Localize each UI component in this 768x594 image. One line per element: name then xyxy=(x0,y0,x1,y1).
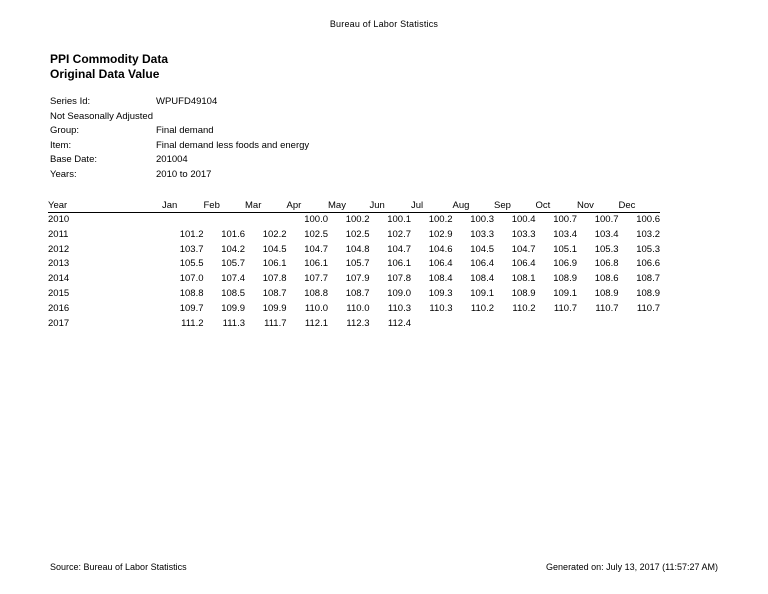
series-id-label: Series Id: xyxy=(50,96,91,107)
years-label: Years: xyxy=(50,168,77,180)
value-cell: 105.1 xyxy=(553,243,577,255)
table-row xyxy=(48,302,660,317)
column-header-sep: Sep xyxy=(494,200,536,213)
value-cell: 109.7 xyxy=(179,302,204,314)
value-cell: 106.9 xyxy=(553,258,577,270)
footer-source: Source: Bureau of Labor Statistics xyxy=(50,562,187,572)
value-cell: 110.2 xyxy=(512,302,536,314)
row-year: 2016 xyxy=(48,302,70,314)
value-cell: 110.7 xyxy=(636,302,660,314)
value-cell: 106.4 xyxy=(428,258,453,270)
value-cell xyxy=(245,213,287,228)
value-cell: 108.8 xyxy=(179,287,204,299)
value-cell: 104.5 xyxy=(262,243,287,255)
seasonal-adjustment: Not Seasonally Adjusted xyxy=(50,110,153,122)
value-cell: 110.0 xyxy=(304,302,328,314)
value-cell: 102.5 xyxy=(304,228,328,240)
value-cell: 100.4 xyxy=(511,214,536,225)
value-cell: 105.3 xyxy=(636,243,660,255)
column-header-may: May xyxy=(328,200,370,213)
value-cell: 108.9 xyxy=(594,287,619,299)
column-header-aug: Aug xyxy=(453,200,495,213)
page-header: Bureau of Labor Statistics xyxy=(329,19,439,29)
base-date-value: 201004 xyxy=(156,154,188,166)
value-cell: 105.7 xyxy=(221,258,245,270)
value-cell: 102.2 xyxy=(262,228,287,240)
value-cell: 102.5 xyxy=(345,228,370,240)
value-cell: 100.2 xyxy=(428,214,453,225)
value-cell: 100.2 xyxy=(345,214,370,225)
value-cell: 104.5 xyxy=(470,243,494,255)
value-cell: 103.7 xyxy=(179,243,204,255)
value-cell: 104.7 xyxy=(387,243,411,255)
table-row xyxy=(48,243,660,258)
value-cell: 111.3 xyxy=(222,317,245,329)
row-year: 2015 xyxy=(48,287,70,299)
value-cell: 108.4 xyxy=(470,273,494,285)
value-cell: 108.1 xyxy=(511,273,536,285)
value-cell xyxy=(494,317,536,332)
value-cell: 112.3 xyxy=(346,317,370,329)
base-date-label: Base Date: xyxy=(50,154,97,166)
report-title xyxy=(50,52,168,82)
value-cell: 109.9 xyxy=(262,302,287,314)
value-cell: 106.8 xyxy=(594,258,619,270)
value-cell: 107.0 xyxy=(179,273,204,285)
value-cell: 103.3 xyxy=(470,228,494,240)
value-cell: 110.3 xyxy=(429,302,453,314)
column-header-dec: Dec xyxy=(619,200,661,213)
table-row xyxy=(48,272,660,287)
value-cell xyxy=(204,213,246,228)
value-cell: 111.2 xyxy=(181,317,204,329)
table-header-row xyxy=(48,200,660,213)
series-id-value: WPUFD49104 xyxy=(156,96,218,107)
row-year: 2010 xyxy=(48,214,70,225)
value-cell: 106.4 xyxy=(470,258,494,270)
value-cell: 104.2 xyxy=(221,243,245,255)
group-label: Group: xyxy=(50,125,80,137)
value-cell: 103.4 xyxy=(553,228,577,240)
report-title-line1: PPI Commodity Data xyxy=(50,52,169,66)
value-cell: 103.3 xyxy=(511,228,536,240)
table-row xyxy=(48,213,660,228)
value-cell: 109.9 xyxy=(221,302,245,314)
value-cell xyxy=(577,317,619,332)
report-title-line2: Original Data Value xyxy=(50,67,160,81)
value-cell: 109.1 xyxy=(470,287,494,299)
value-cell: 104.6 xyxy=(428,243,453,255)
table-row xyxy=(48,287,660,302)
value-cell: 108.7 xyxy=(262,287,287,299)
value-cell: 105.7 xyxy=(345,258,370,270)
value-cell: 104.8 xyxy=(345,243,370,255)
column-header-jul: Jul xyxy=(411,200,453,213)
value-cell: 101.6 xyxy=(221,228,245,240)
value-cell: 107.8 xyxy=(262,273,287,285)
value-cell: 108.7 xyxy=(636,273,660,285)
row-year: 2012 xyxy=(48,243,70,255)
value-cell: 108.7 xyxy=(345,287,370,299)
table-row xyxy=(48,317,660,332)
value-cell: 108.5 xyxy=(221,287,245,299)
value-cell: 101.2 xyxy=(179,228,204,240)
value-cell: 103.4 xyxy=(594,228,619,240)
value-cell: 111.7 xyxy=(264,317,287,329)
value-cell: 106.1 xyxy=(262,258,287,270)
value-cell: 106.4 xyxy=(511,258,536,270)
value-cell xyxy=(453,317,495,332)
value-cell: 100.0 xyxy=(304,214,328,225)
value-cell: 108.9 xyxy=(553,273,577,285)
item-value: Final demand less foods and energy xyxy=(156,139,310,151)
value-cell: 110.7 xyxy=(595,302,619,314)
value-cell: 102.7 xyxy=(387,228,411,240)
value-cell xyxy=(536,317,578,332)
column-header-nov: Nov xyxy=(577,200,619,213)
value-cell: 100.6 xyxy=(636,214,660,225)
row-year: 2011 xyxy=(48,228,69,240)
value-cell: 110.0 xyxy=(346,302,370,314)
item-label: Item: xyxy=(50,139,72,151)
column-header-year: Year xyxy=(48,200,162,213)
value-cell: 107.9 xyxy=(345,273,370,285)
column-header-jan: Jan xyxy=(162,200,204,213)
column-header-jun: Jun xyxy=(370,200,412,213)
row-year: 2013 xyxy=(48,258,70,270)
value-cell: 104.7 xyxy=(511,243,536,255)
value-cell: 100.1 xyxy=(387,214,411,225)
value-cell: 110.2 xyxy=(470,302,494,314)
value-cell: 105.3 xyxy=(594,243,619,255)
value-cell: 103.2 xyxy=(636,228,660,240)
value-cell: 109.1 xyxy=(553,287,577,299)
value-cell: 108.6 xyxy=(594,273,619,285)
value-cell: 110.7 xyxy=(553,302,577,314)
value-cell: 105.5 xyxy=(179,258,204,270)
value-cell: 108.4 xyxy=(428,273,453,285)
value-cell: 112.1 xyxy=(304,317,328,329)
value-cell: 108.9 xyxy=(511,287,536,299)
table-body xyxy=(48,213,660,332)
row-year: 2017 xyxy=(48,317,70,329)
footer-generated: Generated on: July 13, 2017 (11:57:27 AM) xyxy=(546,562,718,572)
value-cell: 110.3 xyxy=(387,302,411,314)
value-cell: 108.8 xyxy=(304,287,328,299)
value-cell: 106.6 xyxy=(636,258,660,270)
value-cell: 106.1 xyxy=(304,258,328,270)
value-cell xyxy=(619,317,661,332)
value-cell: 107.8 xyxy=(387,273,411,285)
value-cell: 100.7 xyxy=(553,214,577,225)
row-year: 2014 xyxy=(48,273,70,285)
table-row xyxy=(48,228,660,243)
column-header-apr: Apr xyxy=(287,200,329,213)
column-header-mar: Mar xyxy=(245,200,287,213)
value-cell xyxy=(162,213,204,228)
value-cell: 112.4 xyxy=(387,317,411,329)
value-cell: 109.0 xyxy=(387,287,411,299)
column-header-feb: Feb xyxy=(204,200,246,213)
value-cell xyxy=(411,317,453,332)
column-header-oct: Oct xyxy=(536,200,578,213)
value-cell: 107.4 xyxy=(221,273,245,285)
value-cell: 107.7 xyxy=(304,273,328,285)
value-cell: 106.1 xyxy=(387,258,411,270)
value-cell: 100.3 xyxy=(470,214,494,225)
value-cell: 108.9 xyxy=(636,287,660,299)
value-cell: 104.7 xyxy=(304,243,328,255)
value-cell: 102.9 xyxy=(428,228,453,240)
years-value: 2010 to 2017 xyxy=(156,168,212,180)
group-value: Final demand xyxy=(156,125,214,137)
value-cell: 100.7 xyxy=(594,214,619,225)
value-cell: 109.3 xyxy=(428,287,453,299)
data-table xyxy=(48,200,660,331)
table-row xyxy=(48,257,660,272)
